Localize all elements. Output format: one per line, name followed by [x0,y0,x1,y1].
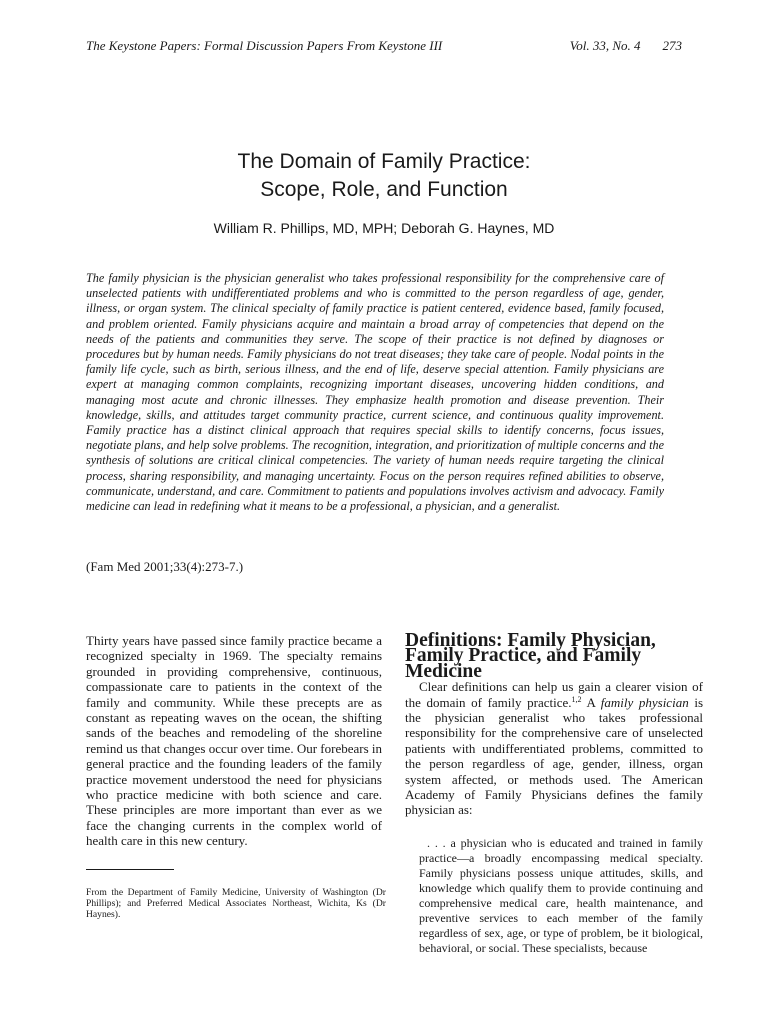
left-column [86,633,382,849]
article-title-line2: Scope, Role, and Function [260,178,508,201]
affiliation-footnote: From the Department of Family Medicine, University of Washington (Dr Phillips); and Preferred Medical Associates Northeast, Wichita, Ks (Dr Haynes). [86,887,386,920]
paragraph-text-1: Clear definitions can help us gain a clearer vision of the domain of family practice. [405,679,703,710]
article-title-line1: The Domain of Family Practice: [237,150,531,173]
citation: (Fam Med 2001;33(4):273-7.) [86,559,244,574]
reference-superscript: 1,2 [571,694,582,704]
issue-info [570,38,682,54]
paragraph-text-2: A [581,694,601,710]
quote-text: . . . a physician who is educated and trained in family practice—a broadly encompassing medical specialty. Family physicians possess unique attitudes, skills, and knowledge which qualify them to provide continuing and comprehensive medical care, health maintenance, and preventive services to each member of the family regardless of sex, age, or type of problem, be it biological, behavioral, or social. These specialists, because [419,835,703,955]
section-heading: Definitions: Family Physician, Family Practice, and Family Medicine [405,630,656,682]
footnote-divider [86,869,174,870]
italic-term: family physician [600,694,689,710]
volume-issue: Vol. 33, No. 4 [569,38,641,53]
intro-paragraph: Thirty years have passed since family practice became a recognized specialty in 1969. The specialty remains grounded in providing comprehensive, continuous, compassionate care to patients in the context of the family and community. While these precepts are as constant as repeating waves on the ocean, the shifting sands of the beaches and remodeling of the shoreline remind us that changes occur over time. Our forebears in general practice and the founding leaders of the family practice movement understood the need for physicians who practice medicine with both science and care. These principles are more important than ever as we face the changing currents in the complex world of health care in this new century. [86,633,383,849]
definitions-paragraph [405,679,703,818]
aafp-definition-quote [419,836,703,956]
journal-name: The Keystone Papers: Formal Discussion Papers From Keystone III [86,38,443,53]
paragraph-text-3: is the physician generalist who takes professional responsibility for the comprehensive care of unselected patients with undifferentiated problems, committed to the person regardless of age, gender, illness, organ system affected, or methods used. The American Academy of Family Physicians defines the family physician as: [405,694,703,818]
right-column [405,630,703,956]
author-list: William R. Phillips, MD, MPH; Deborah G. Haynes, MD [213,220,555,236]
article-title [0,148,768,204]
abstract: The family physician is the physician generalist who takes professional responsibility for the comprehensive care of unselected patients with undifferentiated problems and who is committed to the person regardless of age, gender, illness, or organ system. The clinical specialty of family practice is patient centered, evidence based, family focused, and problem oriented. Family physicians acquire and maintain a broad array of competencies that depend on the needs of the patients and communities they serve. The scope of their practice is not defined by diagnoses or procedures but by human needs. Family physicians do not treat diseases; they take care of people. Nodal points in the family life cycle, such as birth, serious illness, and the end of life, deserve special attention. Family physicians are expert at managing common complaints, recognizing important diseases, uncovering hidden conditions, and managing most acute and chronic illnesses. They emphasize health promotion and disease prevention. Their knowledge, skills, and attitudes target community practice, current science, and continuous quality improvement. Family practice has a distinct clinical approach that requires special skills to identify concerns, focus issues, negotiate plans, and help solve problems. The recognition, integration, and prioritization of multiple concerns and the synthesis of solutions are critical clinical competencies. The variety of human needs require targeting the clinical process, sharing responsibility, and managing uncertainty. Focus on the person requires refined abilities to observe, communicate, understand, and care. Commitment to patients and populations involves activism and advocacy. Family medicine can lead in redefining what it means to be a professional, a physician, and a generalist. [86,271,664,514]
page-number: 273 [662,38,682,53]
